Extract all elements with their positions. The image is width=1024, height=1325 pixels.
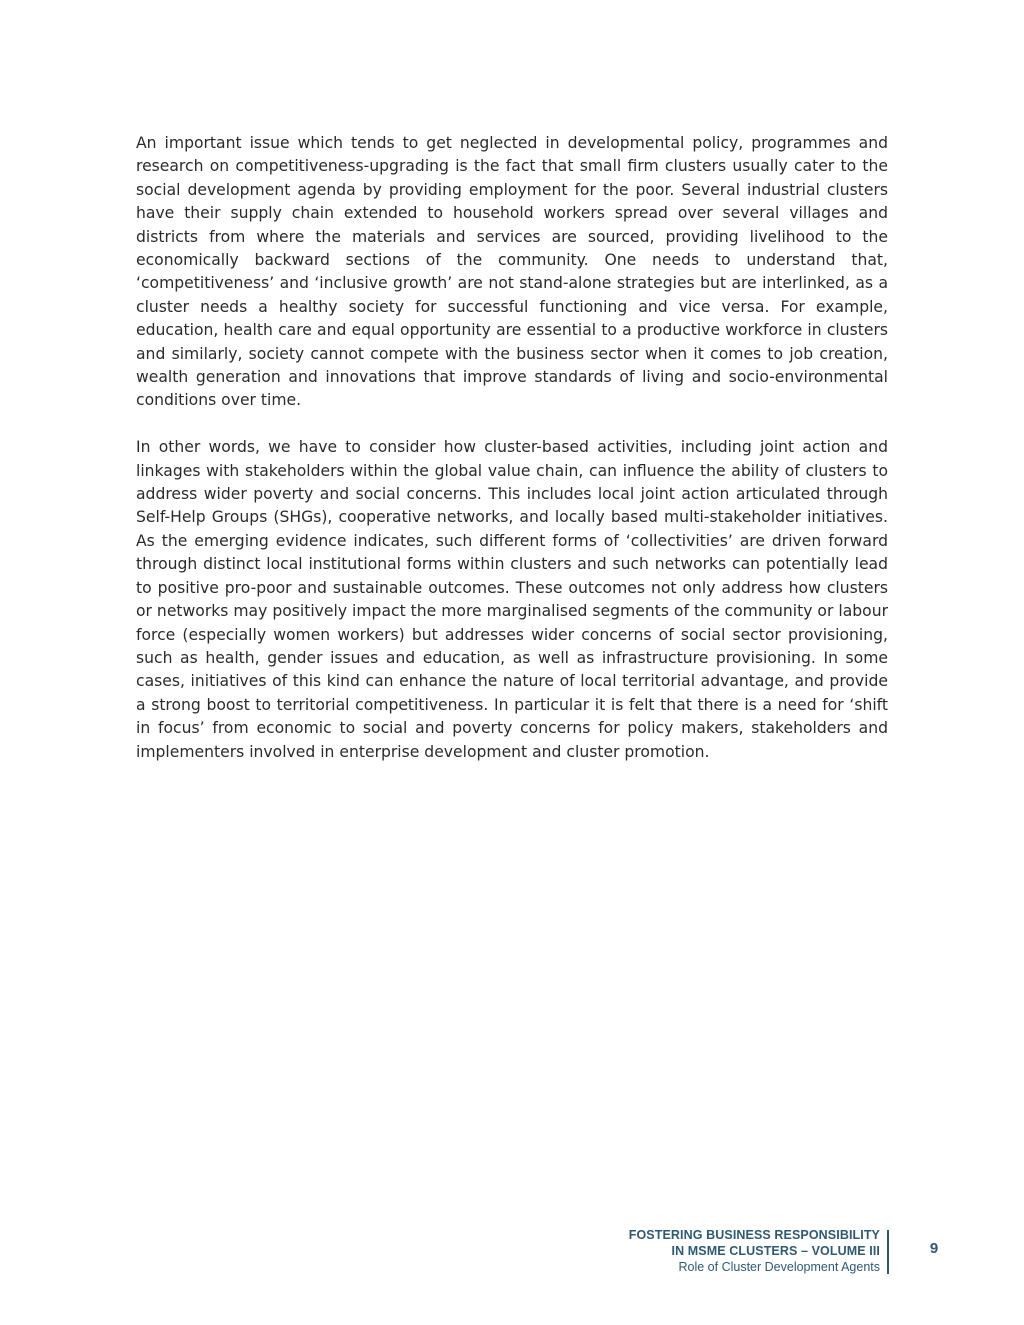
page-number: 9	[929, 1240, 939, 1257]
footer-title-line-2: IN MSME CLUSTERS – VOLUME III	[671, 1244, 880, 1258]
paragraph-1: An important issue which tends to get neglected in developmental policy, programmes and research on competitiveness-upgrading is the fact that small firm clusters usually cater to the social development agenda by providing employment for the poor. Several industrial clusters have their supply chain extended to household workers spread over several villages and districts from where the materials and services are sourced, providing livelihood to the economically backward sections of the community. One needs to understand that, ‘competitiveness’ and ‘inclusive growth’ are not stand-alone strategies but are interlinked, as a cluster needs a healthy society for successful functioning and vice versa. For example, education, health care and equal opportunity are essential to a productive workforce in clusters and similarly, society cannot compete with the business sector when it comes to job creation, wealth generation and innovations that improve standards of living and socio-environmental conditions over time.	[136, 134, 888, 410]
footer-divider	[887, 1230, 889, 1274]
footer-subtitle: Role of Cluster Development Agents	[678, 1260, 880, 1274]
footer-title-line-1: FOSTERING BUSINESS RESPONSIBILITY	[628, 1228, 880, 1242]
paragraph-2: In other words, we have to consider how cluster-based activities, including joint action and linkages with stakeholders within the global value chain, can influence the ability of clusters to address wider poverty and social concerns. This includes local joint action articulated through Self-Help Groups (SHGs), cooperative networks, and locally based multi-stakeholder initiatives. As the emerging evidence indicates, such different forms of ‘collectivities’ are driven forward through distinct local institutional forms within clusters and such networks can potentially lead to positive pro-poor and sustainable outcomes. These outcomes not only address how clusters or networks may positively impact the more marginalised segments of the community or labour force (especially women workers) but addresses wider concerns of social sector provisioning, such as health, gender issues and education, as well as infrastructure provisioning. In some cases, initiatives of this kind can enhance the nature of local territorial advantage, and provide a strong boost to territorial competitiveness. In particular it is felt that there is a need for ‘shift in focus’ from economic to social and poverty concerns for policy makers, stakeholders and implementers involved in enterprise development and cluster promotion.	[136, 438, 888, 761]
body-text	[136, 132, 888, 787]
footer-running-title	[540, 1227, 880, 1275]
